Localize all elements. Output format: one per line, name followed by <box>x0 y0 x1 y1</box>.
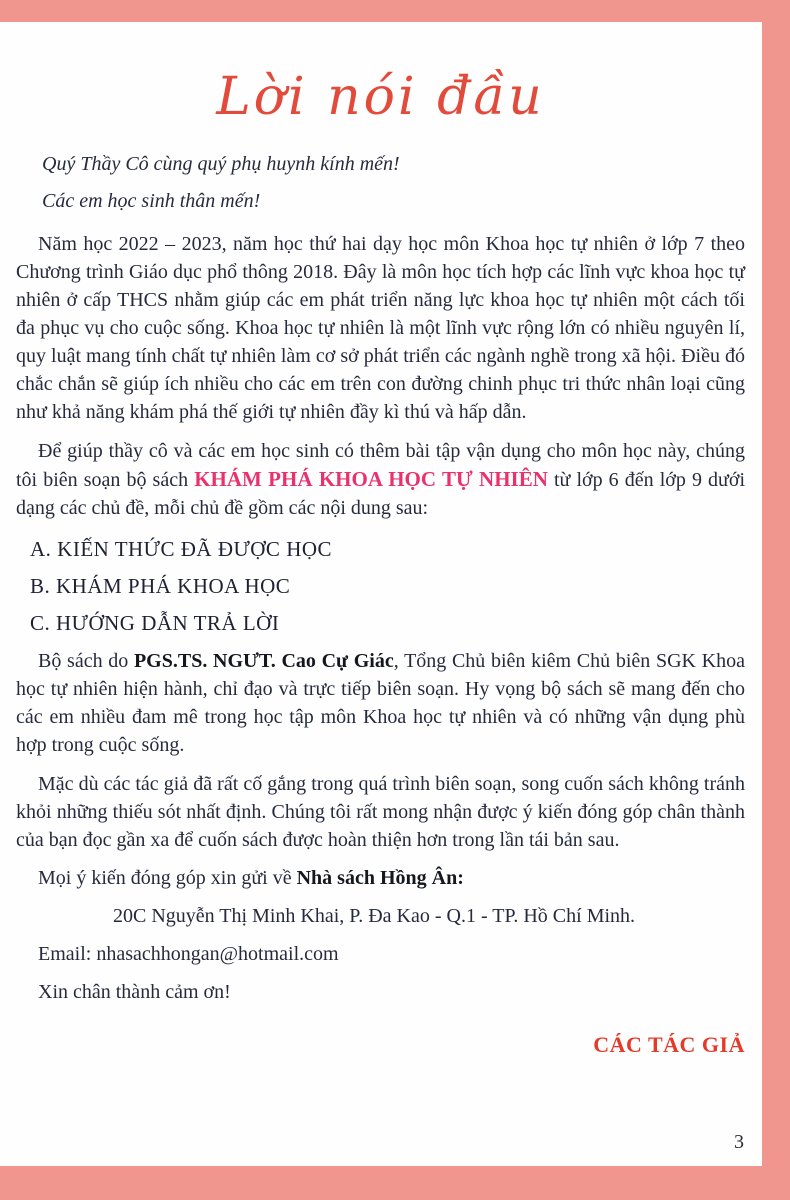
paragraph-apology: Mặc dù các tác giả đã rất cố gắng trong quá trình biên soạn, song cuốn sách không tránh khỏi những thiếu sót nhất định. Chúng tôi rất mong nhận được ý kiến đóng góp chân thành của bạn đọc gần xa để cuốn sách được hoàn thiện hơn trong lần tái bản sau. <box>16 773 745 851</box>
author-name: PGS.TS. NGƯT. Cao Cự Giác <box>133 650 394 672</box>
greeting-students: Các em học sinh thân mến! <box>42 190 261 212</box>
book-page <box>0 22 762 1166</box>
author-text-after: , Tổng Chủ biên kiêm Chủ biên SGK Khoa học tự nhiên hiện hành, chỉ đạo và trực tiếp biên soạn. Hy vọng bộ sách sẽ mang đến cho các em nhiều đam mê trong học tập môn Khoa học tự nhiên và có những vận dụng phù hợp trong cuộc sống. <box>16 650 745 756</box>
list-item-c: C. HƯỚNG DẪN TRẢ LỜI <box>30 611 280 635</box>
list-item-b: B. KHÁM PHÁ KHOA HỌC <box>30 574 291 598</box>
paragraph-intro: Năm học 2022 – 2023, năm học thứ hai dạy học môn Khoa học tự nhiên ở lớp 7 theo Chương trình Giáo dục phổ thông 2018. Đây là môn học tích hợp các lĩnh vực khoa học tự nhiên ở cấp THCS nhằm giúp các em phát triển năng lực khoa học tự nhiên một cách tối đa phục vụ cho cuộc sống. Khoa học tự nhiên là một lĩnh vực rộng lớn có nhiều nguyên lí, quy luật mang tính chất tự nhiên làm cơ sở phát triển các ngành nghề trong xã hội. Điều đó chắc chắn sẽ giúp ích nhiều cho các em trên con đường chinh phục tri thức nhân loại cũng như khả năng khám phá thế giới tự nhiên đầy kì thú và hấp dẫn. <box>16 233 745 423</box>
paragraph-contact <box>16 864 745 892</box>
content-section-list <box>30 536 745 636</box>
bookstore-address: 20C Nguyễn Thị Minh Khai, P. Đa Kao - Q.1 - TP. Hồ Chí Minh. <box>113 905 636 927</box>
page-number: 3 <box>734 1131 744 1153</box>
series-text-after: từ lớp 6 đến lớp 9 dưới dạng các chủ đề, mỗi chủ đề gồm các nội dung sau: <box>16 469 746 519</box>
series-text-before: Để giúp thầy cô và các em học sinh có thêm bài tập vận dụng cho môn học này, chúng tôi biên soạn bộ sách <box>16 440 745 491</box>
list-item-a: A. KIẾN THỨC ĐÃ ĐƯỢC HỌC <box>30 537 333 561</box>
series-title-highlight: KHÁM PHÁ KHOA HỌC TỰ NHIÊN <box>194 467 548 491</box>
paragraph-author <box>16 647 745 759</box>
thanks-line: Xin chân thành cảm ơn! <box>38 981 231 1003</box>
authors-signature: CÁC TÁC GIẢ <box>593 1032 745 1057</box>
contact-text-before: Mọi ý kiến đóng góp xin gửi về <box>38 867 297 889</box>
bookstore-name: Nhà sách Hồng Ân: <box>296 867 464 889</box>
paragraph-series <box>16 437 745 522</box>
author-text-before: Bộ sách do <box>38 650 134 672</box>
email-line: Email: nhasachhongan@hotmail.com <box>38 943 339 965</box>
page-title: Lời nói đầu <box>216 67 545 127</box>
greeting-teachers-parents: Quý Thầy Cô cùng quý phụ huynh kính mến! <box>42 153 400 175</box>
